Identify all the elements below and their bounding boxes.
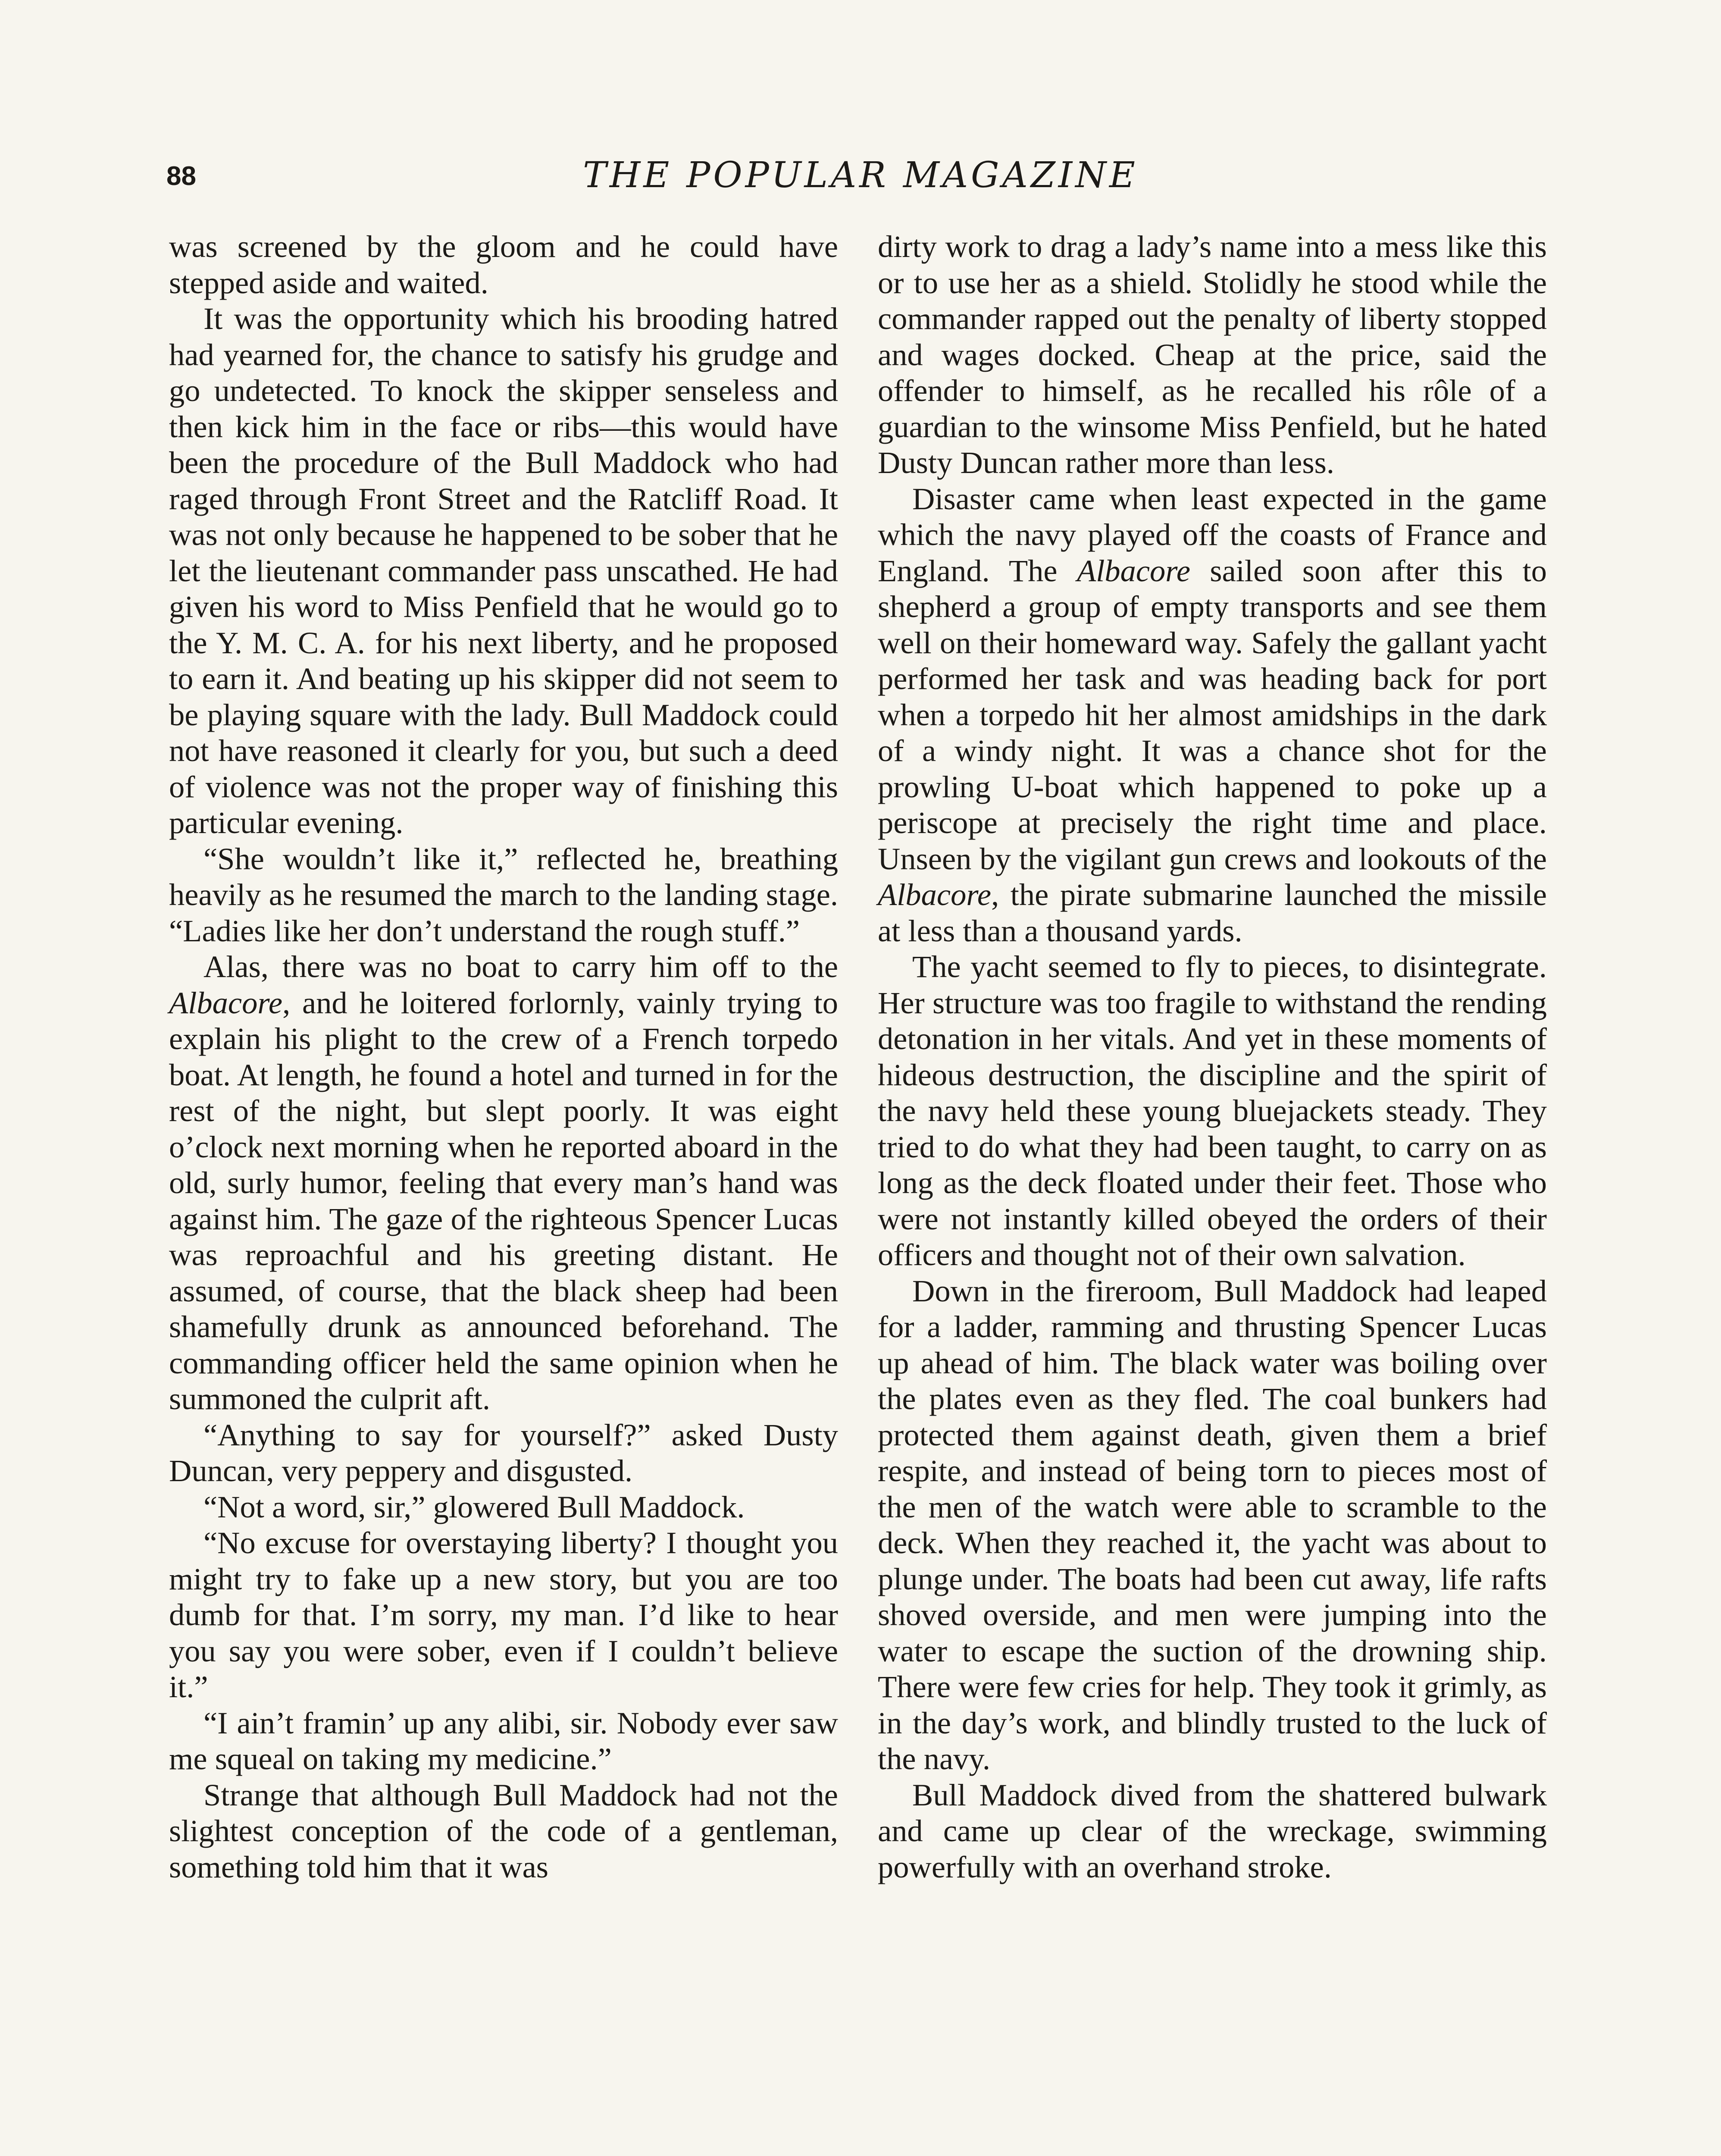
paragraph: was screened by the gloom and he could have stepped aside and waited. (169, 229, 838, 300)
paragraph: “She wouldn’t like it,” reflected he, breathing heavily as he resumed the march to the landing stage. “Ladies like her don’t understand the rough stuff.” (169, 841, 838, 948)
running-head: THE POPULAR MAGAZINE (583, 155, 1138, 196)
paragraph: dirty work to drag a lady’s name into a mess like this or to use her as a shield. Stolidly he stood while the commander rapped out the penalty of liberty stopped and wages docked. Cheap at the price, said the offender to himself, as he recalled his rôle of a guardian to the winsome Miss Penfield, but he hated Dusty Duncan rather more than less. (878, 229, 1547, 480)
paragraph: “Not a word, sir,” glowered Bull Maddock. (203, 1489, 745, 1524)
paragraph: Disaster came when least expected in the game which the navy played off the coasts of France and England. The Albacore sailed soon after this to shepherd a group of empty transports and see them well on their homeward way. Safely the gallant yacht performed her task and was heading back for port when a torpedo hit her almost amidships in the dark of a windy night. It was a chance shot for the prowling U-boat which happened to poke up a periscope at precisely the right time and place. Unseen by the vigilant gun crews and lookouts of the Albacore, the pirate submarine launched the missile at less than a thousand yards. (878, 481, 1547, 948)
paragraph: “Anything to say for yourself?” asked Dusty Duncan, very peppery and disgusted. (169, 1417, 838, 1488)
left-column (169, 229, 838, 1885)
paragraph: The yacht seemed to fly to pieces, to disintegrate. Her structure was too fragile to withstand the rending detonation in her vitals. And yet in these moments of hideous destruction, the discipline and the spirit of the navy held these young bluejackets steady. They tried to do what they had been taught, to carry on as long as the deck floated under their feet. Those who were not instantly killed obeyed the orders of their officers and thought not of their own salvation. (878, 949, 1547, 1272)
paragraph: It was the opportunity which his brooding hatred had yearned for, the chance to satisfy his grudge and go undetected. To knock the skipper senseless and then kick him in the face or ribs—this would have been the procedure of the Bull Maddock who had raged through Front Street and the Ratcliff Road. It was not only because he happened to be sober that he let the lieutenant commander pass unscathed. He had given his word to Miss Penfield that he would go to the Y. M. C. A. for his next liberty, and he proposed to earn it. And beating up his skipper did not seem to be playing square with the lady. Bull Maddock could not have reasoned it clearly for you, but such a deed of violence was not the proper way of finishing this particular evening. (169, 301, 838, 840)
paragraph: “I ain’t framin’ up any alibi, sir. Nobody ever saw me squeal on taking my medicine.” (169, 1705, 838, 1776)
right-column (878, 229, 1547, 1885)
paragraph: Down in the fireroom, Bull Maddock had leaped for a ladder, ramming and thrusting Spencer Lucas up ahead of him. The black water was boiling over the plates even as they fled. The coal bunkers had protected them against death, given them a brief respite, and instead of being torn to pieces most of the men of the watch were able to scramble to the deck. When they reached it, the yacht was about to plunge under. The boats had been cut away, life rafts shoved overside, and men were jumping into the water to escape the suction of the drowning ship. There were few cries for help. They took it grimly, as in the day’s work, and blindly trusted to the luck of the navy. (878, 1273, 1547, 1776)
paragraph: Bull Maddock dived from the shattered bulwark and came up clear of the wreckage, swimming powerfully with an overhand stroke. (878, 1777, 1547, 1884)
ship-name: Albacore (1076, 553, 1190, 588)
ship-name: Albacore (169, 985, 283, 1020)
paragraph: Alas, there was no boat to carry him off to the Albacore, and he loitered forlornly, vainly trying to explain his plight to the crew of a French torpedo boat. At length, he found a hotel and turned in for the rest of the night, but slept poorly. It was eight o’clock next morning when he reported aboard in the old, surly humor, feeling that every man’s hand was against him. The gaze of the righteous Spencer Lucas was reproachful and his greeting distant. He assumed, of course, that the black sheep had been shamefully drunk as announced beforehand. The commanding officer held the same opinion when he summoned the culprit aft. (169, 949, 838, 1416)
page-number: 88 (166, 161, 196, 191)
paragraph: Strange that although Bull Maddock had not the slightest conception of the code of a gentleman, something told him that it was (169, 1777, 838, 1884)
paragraph: “No excuse for overstaying liberty? I thought you might try to fake up a new story, but you are too dumb for that. I’m sorry, my man. I’d like to hear you say you were sober, even if I couldn’t believe it.” (169, 1525, 838, 1704)
ship-name: Albacore (878, 877, 992, 912)
